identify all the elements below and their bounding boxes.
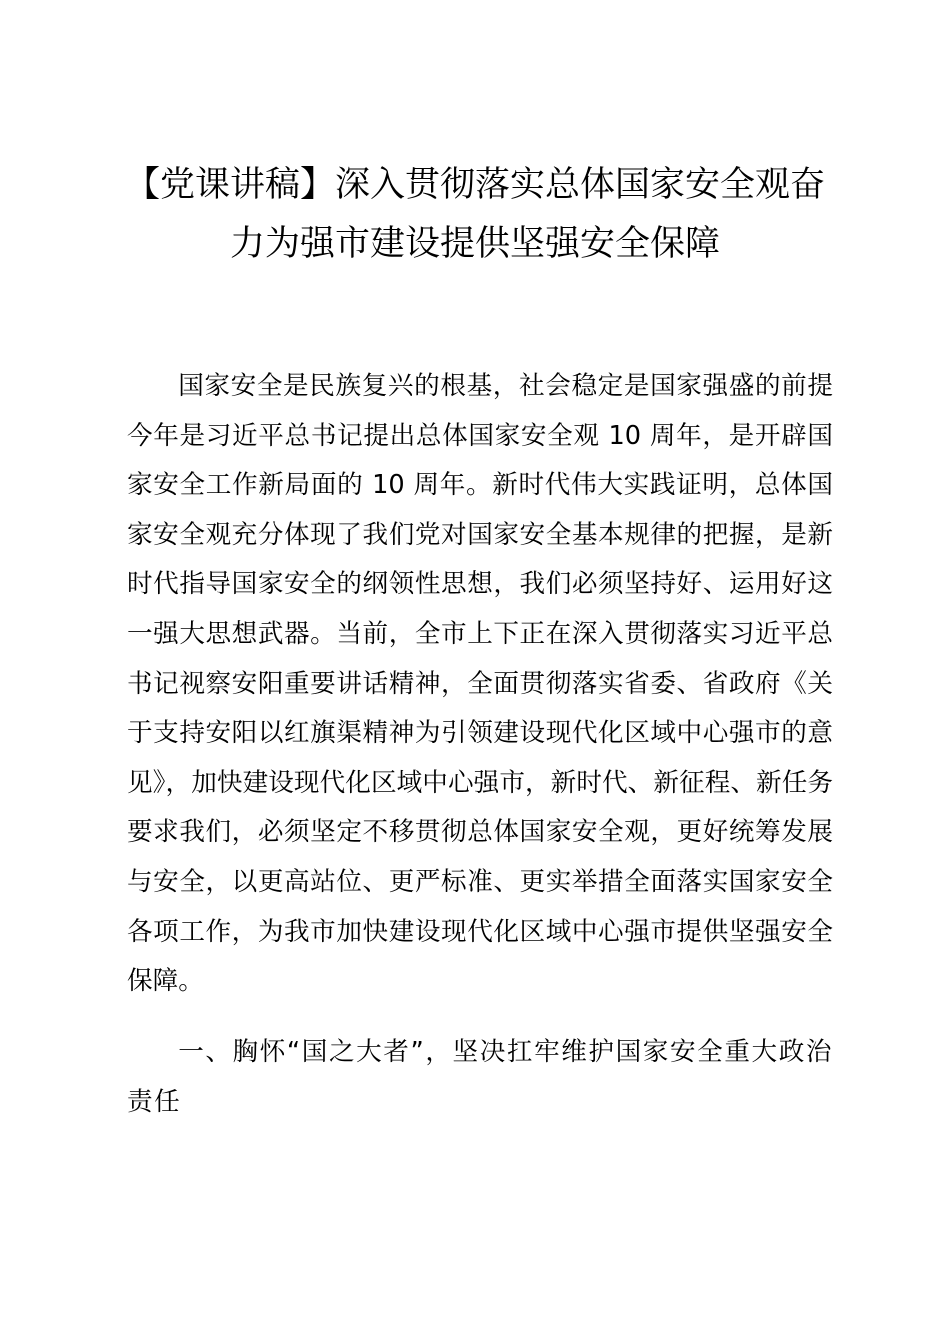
document-title: 【党课讲稿】深入贯彻落实总体国家安全观奋力为强市建设提供坚强安全保障 [124, 165, 825, 264]
section-heading-1: 一、胸怀“国之大者”，坚决扛牢维护国家安全重大政治责任 [127, 1037, 833, 1117]
intro-paragraph: 国家安全是民族复兴的根基，社会稳定是国家强盛的前提今年是习近平总书记提出总体国家安全观 10 周年，是开辟国家安全工作新局面的 10 周年。新时代伟大实践证明，总体国家安全观充分体现了我们党对国家安全基本规律的把握，是新时代指导国家安全的纲领性思想，我们必须坚持好、运用好这一强大思想武器。当前，全市上下正在深入贯彻落实习近平总书记视察安阳重要讲话精神，全面贯彻落实省委、省政府《关于支持安阳以红旗渠精神为引领建设现代化区域中心强市的意见》，加快建设现代化区域中心强市，新时代、新征程、新任务要求我们，必须坚定不移贯彻总体国家安全观，更好统筹发展与安全，以更高站位、更严标准、更实举措全面落实国家安全各项工作，为我市加快建设现代化区域中心强市提供坚强安全保障。 [127, 371, 833, 997]
